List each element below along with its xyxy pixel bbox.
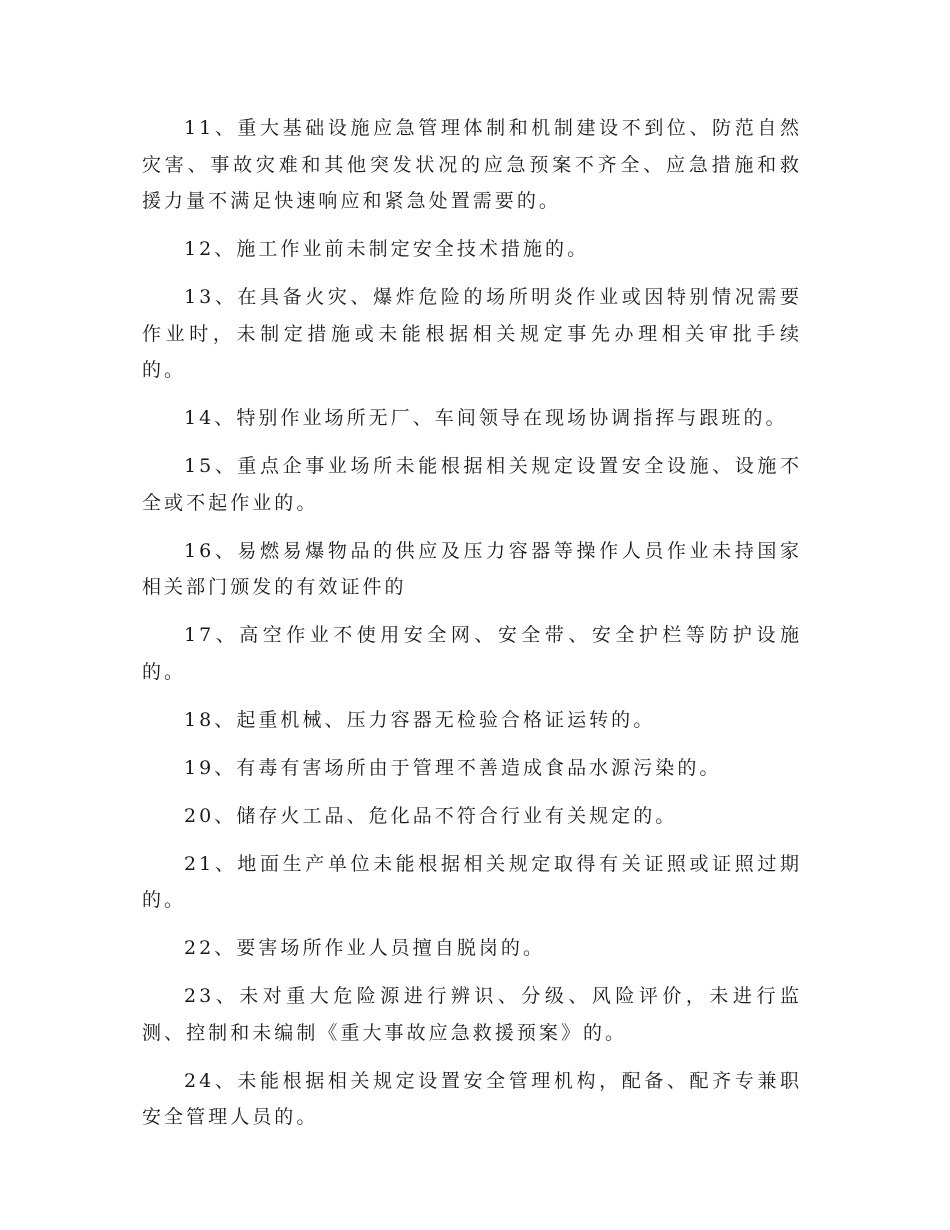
paragraph-item-18: 18、起重机械、压力容器无检验合格证运转的。 xyxy=(184,708,656,731)
paragraph-item-11: 11、重大基础设施应急管理体制和机制建设不到位、防范自然灾害、事故灾难和其他突发状况的应急预案不齐全、应急措施和救援力量不满足快速响应和紧急处置需要的。 xyxy=(142,117,802,212)
paragraph-item-22: 22、要害场所作业人员擅自脱岗的。 xyxy=(184,937,546,959)
paragraph-item-13: 13、在具备火灾、爆炸危险的场所明炎作业或因特别情况需要作业时，未制定措施或未能根据相关规定事先办理相关审批手续的。 xyxy=(142,286,802,381)
paragraph-item-19: 19、有毒有害场所由于管理不善造成食品水源污染的。 xyxy=(184,756,722,779)
paragraph-item-12: 12、施工作业前未制定安全技术措施的。 xyxy=(184,238,590,260)
paragraph-item-16: 16、易燃易爆物品的供应及压力容器等操作人员作业未持国家相关部门颁发的有效证件的 xyxy=(142,539,802,598)
paragraph-item-21: 21、地面生产单位未能根据相关规定取得有关证照或证照过期的。 xyxy=(142,852,802,911)
paragraph-item-15: 15、重点企事业场所未能根据相关规定设置安全设施、设施不全或不起作业的。 xyxy=(142,455,802,514)
paragraph-item-17: 17、高空作业不使用安全网、安全带、安全护栏等防护设施的。 xyxy=(142,624,802,683)
document-page xyxy=(142,110,802,1147)
paragraph-item-23: 23、未对重大危险源进行辨识、分级、风险评价，未进行监测、控制和未编制《重大事故应急救援预案》的。 xyxy=(142,985,802,1044)
paragraph-item-14: 14、特别作业场所无厂、车间领导在现场协调指挥与跟班的。 xyxy=(184,407,788,429)
paragraph-item-24: 24、未能根据相关规定设置安全管理机构，配备、配齐专兼职安全管理人员的。 xyxy=(142,1069,802,1128)
paragraph-item-20: 20、储存火工品、危化品不符合行业有关规定的。 xyxy=(184,804,678,827)
